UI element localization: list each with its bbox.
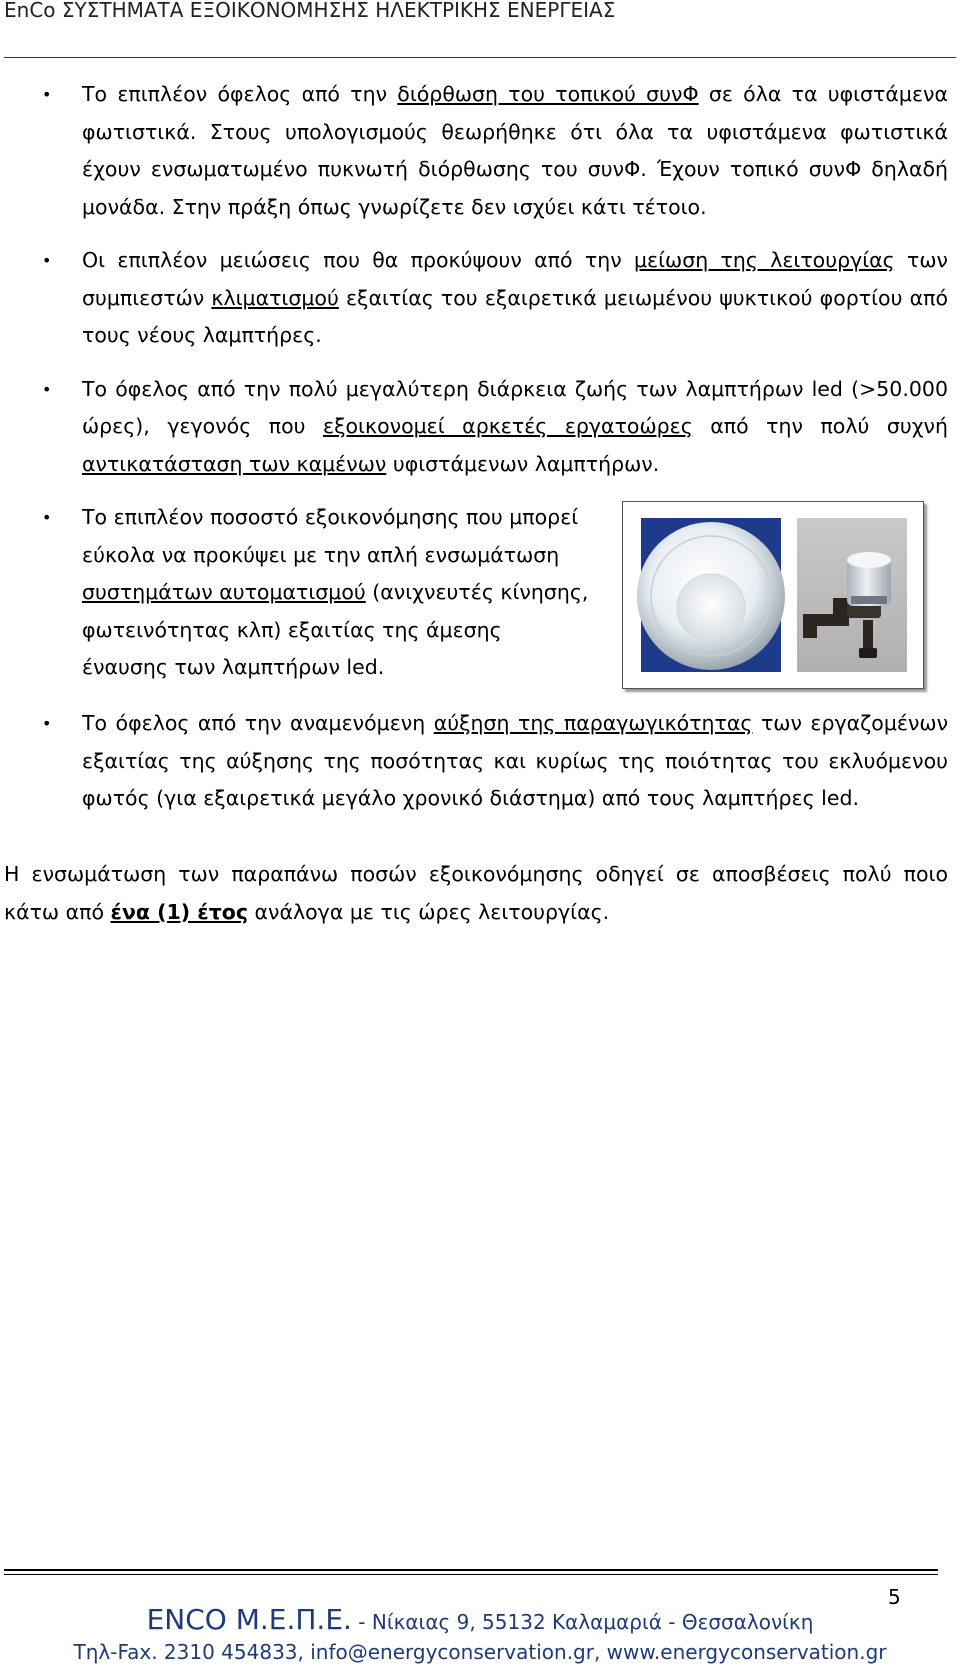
photo-content xyxy=(637,516,909,674)
bullet-item-power-factor xyxy=(0,76,960,226)
text-segment: Το όφελος από την πολύ μεγαλύτερη διάρκεια ζωής των λαμπτήρων led (>50.000 ώρες), γεγονός που xyxy=(82,376,948,438)
bullet-item-air-conditioning xyxy=(0,242,960,355)
underlined-term: εξοικονομεί αρκετές εργατοώρες xyxy=(323,414,693,438)
underlined-term: κλιματισμού xyxy=(211,285,339,310)
header-divider xyxy=(4,57,956,58)
bullet-dot: • xyxy=(42,379,52,399)
page-number: 5 xyxy=(888,1585,901,1609)
footer-contact-line: Τηλ-Fax. 2310 454833, info@energyconservation.gr, www.energyconservation.gr xyxy=(73,1640,887,1664)
company-address: - Νίκαιας 9, 55132 Καλαμαριά - Θεσσαλονίκη xyxy=(351,1610,814,1634)
bullet-dot: • xyxy=(42,85,52,104)
bullet-item-productivity xyxy=(0,705,960,818)
footer-company-line xyxy=(0,1603,960,1636)
text-segment: Το επιπλέον όφελος από την xyxy=(82,82,398,106)
company-name: ENCO Μ.Ε.Π.Ε. xyxy=(146,1603,352,1636)
text-segment: Το επιπλέον ποσοστό εξοικονόμησης που μπορεί εύκολα να προκύψει με την απλή ενσωμάτωση xyxy=(82,505,579,567)
text-segment: υφιστάμενων λαμπτήρων. xyxy=(386,451,660,476)
text-segment: των συμπιεστών xyxy=(82,248,948,310)
bullet-dot: • xyxy=(42,508,52,527)
bullet-dot: • xyxy=(42,714,52,733)
bullet-list xyxy=(0,76,960,834)
bullet-dot: • xyxy=(42,251,52,270)
text-segment: Το όφελος από την αναμενόμενη xyxy=(82,711,434,735)
motion-sensor-photo xyxy=(622,501,924,689)
document-header-title: EnCo ΣΥΣΤΗΜΑΤΑ ΕΞΟΙΚΟΝΟΜΗΣΗΣ ΗΛΕΚΤΡΙΚΗΣ ΕΝΕΡΓΕΙΑΣ xyxy=(4,0,616,22)
bullet-item-automation xyxy=(0,499,960,689)
underlined-term: συστημάτων αυτοματισμού xyxy=(82,580,366,604)
underlined-term: διόρθωση του τοπικού συνΦ xyxy=(397,82,699,106)
underlined-term: αντικατάσταση των καμένων xyxy=(82,451,387,476)
text-segment: σε όλα τα υφιστάμενα φωτιστικά. Στους υπολογισμούς θεωρήθηκε ότι όλα τα υφιστάμενα φωτιστικά έχουν ενσωματωμένο πυκνωτή διόρθωσης του συνΦ. Έχουν τοπικό συνΦ δηλαδή μονάδα. Στην πράξη όπως γνωρίζετε δεν ισχύει κάτι τέτοιο. xyxy=(82,82,948,219)
sensor-illustration xyxy=(637,516,909,674)
text-segment: ανάλογα με τις ώρες λειτουργίας. xyxy=(248,899,610,924)
text-segment: Η ενσωμάτωση των παραπάνω ποσών εξοικονόμησης οδηγεί σε αποσβέσεις πολύ ποιο κάτω από xyxy=(4,862,948,924)
footer-divider-thin xyxy=(4,1574,938,1575)
text-segment: εξαιτίας του εξαιρετικά μειωμένου ψυκτικού φορτίου από τους νέους λαμπτήρες. xyxy=(82,285,948,347)
text-segment: των εργαζομένων εξαιτίας της αύξησης της ποσότητας και κυρίως της ποιότητας του εκλυόμενου φωτός (για εξαιρετικά μεγάλο χρονικό διάστημα) από τους λαμπτήρες led. xyxy=(82,711,949,810)
underlined-term: μείωση της λειτουργίας xyxy=(633,248,895,272)
footer-divider xyxy=(4,1569,938,1571)
text-segment: (ανιχνευτές κίνησης, φωτεινότητας κλπ) εξαιτίας της άμεσης έναυσης των λαμπτήρων led. xyxy=(82,580,589,679)
bullet-item-lifespan xyxy=(0,371,960,484)
underlined-term: αύξηση της παραγωγικότητας xyxy=(433,711,753,735)
text-segment: Οι επιπλέον μειώσεις που θα προκύψουν από την xyxy=(82,248,634,272)
text-segment: από την πολύ συχνή xyxy=(692,414,948,438)
closing-paragraph xyxy=(4,856,948,931)
bullet-text xyxy=(82,499,592,687)
emphasized-term: ένα (1) έτος xyxy=(110,899,249,924)
